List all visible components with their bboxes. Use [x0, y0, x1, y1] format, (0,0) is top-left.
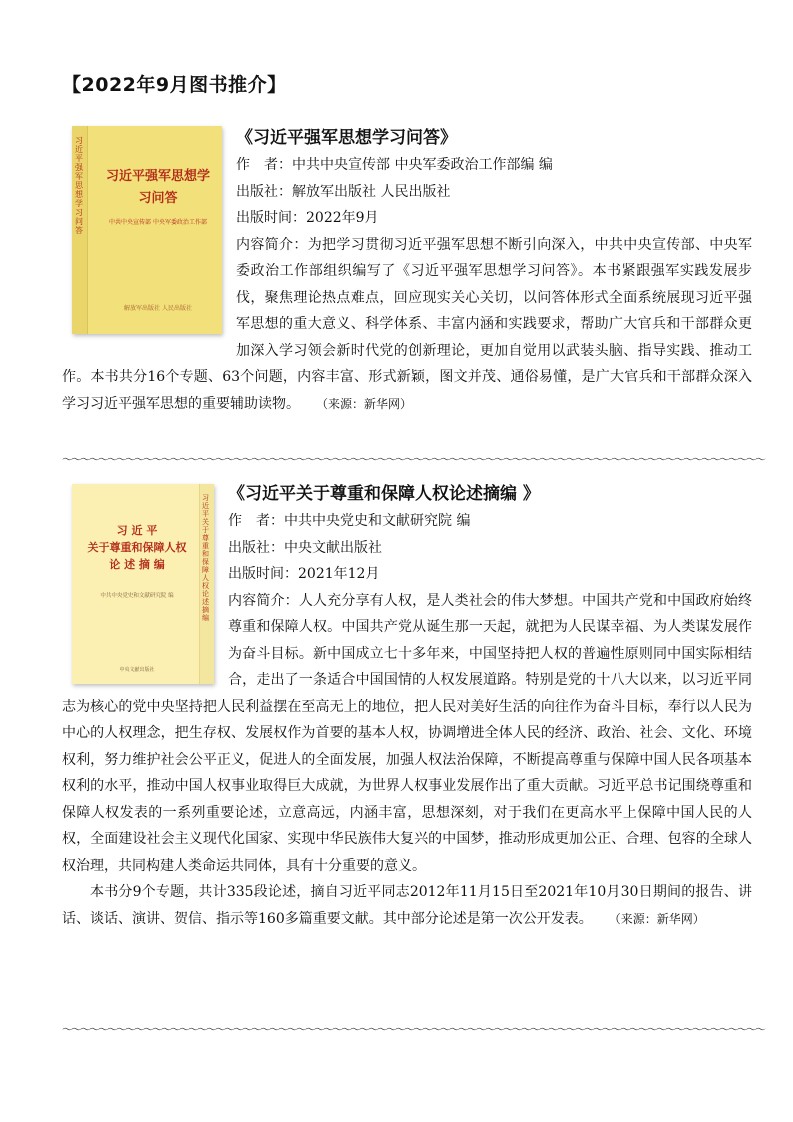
cover-spine-text: 习近平强军思想学习问答	[75, 136, 83, 235]
book-publish-date: 出版时间：2021年12月	[228, 566, 380, 582]
cover-spine-text: 习近平关于尊重和保障人权论述摘编	[202, 494, 209, 622]
cover-publisher: 中央文献出版社	[119, 667, 155, 673]
cover-subtitle: 中共中央宣传部 中央军委政治工作部	[109, 219, 207, 226]
book-entry-1	[62, 122, 752, 417]
cover-subtitle: 中共中央党史和文献研究院 编	[100, 593, 174, 599]
cover-title	[78, 522, 196, 573]
book-author: 作 者：中共中央宣传部 中央军委政治工作部编 编	[236, 157, 553, 173]
cover-title-line-2: 关于尊重和保障人权	[87, 541, 187, 554]
book-title: 《习近平强军思想学习问答》	[236, 128, 457, 148]
book-entry-2	[62, 478, 752, 932]
cover-spine	[72, 126, 88, 334]
book-summary-2-text: 本书分9个专题，共计335段论述，摘自习近平同志2012年11月15日至2021年10月30日期间的报告、讲话、谈话、演讲、贺信、指示等160多篇重要文献。其中部分论述是第一次公开发表。	[62, 884, 752, 927]
book-cover-image	[72, 484, 214, 684]
book-source: （来源：新华网）	[614, 911, 705, 926]
book-publisher: 出版社：解放军出版社 人民出版社	[236, 183, 451, 200]
book-source: （来源：新华网）	[322, 396, 413, 411]
book-summary-2	[62, 879, 752, 932]
section-divider: 〜〜〜〜〜〜〜〜〜〜〜〜〜〜〜〜〜〜〜〜〜〜〜〜〜〜〜〜〜〜〜〜〜〜〜〜〜〜〜〜〜〜〜〜〜〜〜〜〜〜〜〜〜〜〜〜〜〜〜〜〜〜〜〜〜〜〜〜〜〜〜〜〜〜〜〜〜〜	[62, 1023, 764, 1036]
cover-title-line-1: 习 近 平	[116, 524, 158, 537]
book-publish-date: 出版时间：2022年9月	[236, 210, 379, 226]
book-author: 作 者：中共中央党史和文献研究院 编	[228, 513, 471, 529]
book-publisher: 出版社：中央文献出版社	[228, 539, 382, 556]
section-divider: 〜〜〜〜〜〜〜〜〜〜〜〜〜〜〜〜〜〜〜〜〜〜〜〜〜〜〜〜〜〜〜〜〜〜〜〜〜〜〜〜〜〜〜〜〜〜〜〜〜〜〜〜〜〜〜〜〜〜〜〜〜〜〜〜〜〜〜〜〜〜〜〜〜〜〜〜〜〜	[62, 453, 764, 466]
cover-title-line-3: 论 述 摘 编	[109, 558, 165, 571]
book-summary: 内容简介：人人充分享有人权，是人类社会的伟大梦想。中国共产党和中国政府始终尊重和保障人权。中国共产党从诞生那一天起，就把为人民谋幸福、为人类谋发展作为奋斗目标。新中国成立七十多年来，中国坚持把人权的普遍性原则同中国实际相结合，走出了一条适合中国国情的人权发展道路。特别是党的十八大以来，以习近平同志为核心的党中央坚持把人民利益摆在至高无上的地位，把人民对美好生活的向往作为奋斗目标，奉行以人民为中心的人权理念，把生存权、发展权作为首要的基本人权，协调增进全体人民的经济、政治、社会、文化、环境权利，努力维护社会公平正义，促进人的全面发展，加强人权法治保障，不断提高尊重与保障中国人民各项基本权利的水平，推动中国人权事业取得巨大成就，为世界人权事业发展作出了重大贡献。习近平总书记围绕尊重和保障人权发表的一系列重要论述，立意高远，内涵丰富，思想深刻，对于我们在更高水平上保障中国人民的人权，全面建设社会主义现代化国家、实现中华民族伟大复兴的中国梦，推动形成更加公正、合理、包容的全球人权治理，共同构建人类命运共同体，具有十分重要的意义。	[62, 592, 752, 874]
book-cover-image	[72, 126, 222, 334]
book-title: 《习近平关于尊重和保障人权论述摘编 》	[228, 484, 540, 504]
cover-title: 习近平强军思想学习问答	[105, 169, 210, 206]
cover-spine	[199, 484, 214, 684]
page-heading: 【2022年9月图书推介】	[62, 74, 287, 96]
cover-publisher: 解放军出版社 人民出版社	[124, 305, 192, 312]
book-summary-text: 内容简介：为把学习贯彻习近平强军思想不断引向深入，中共中央宣传部、中央军委政治工作部组织编写了《习近平强军思想学习问答》。本书紧跟强军实践发展步伐，聚焦理论热点难点，回应现实关心关切，以问答体形式全面系统展现习近平强军思想的重大意义、科学体系、丰富内涵和实践要求，帮助广大官兵和干部群众更加深入学习领会新时代党的创新理论，更加自觉用以武装头脑、指导实践、推动工作。本书共分16个专题、63个问题，内容丰富、形式新颖，图文并茂、通俗易懂，是广大官兵和干部群众深入学习习近平强军思想的重要辅助读物。	[62, 236, 752, 412]
